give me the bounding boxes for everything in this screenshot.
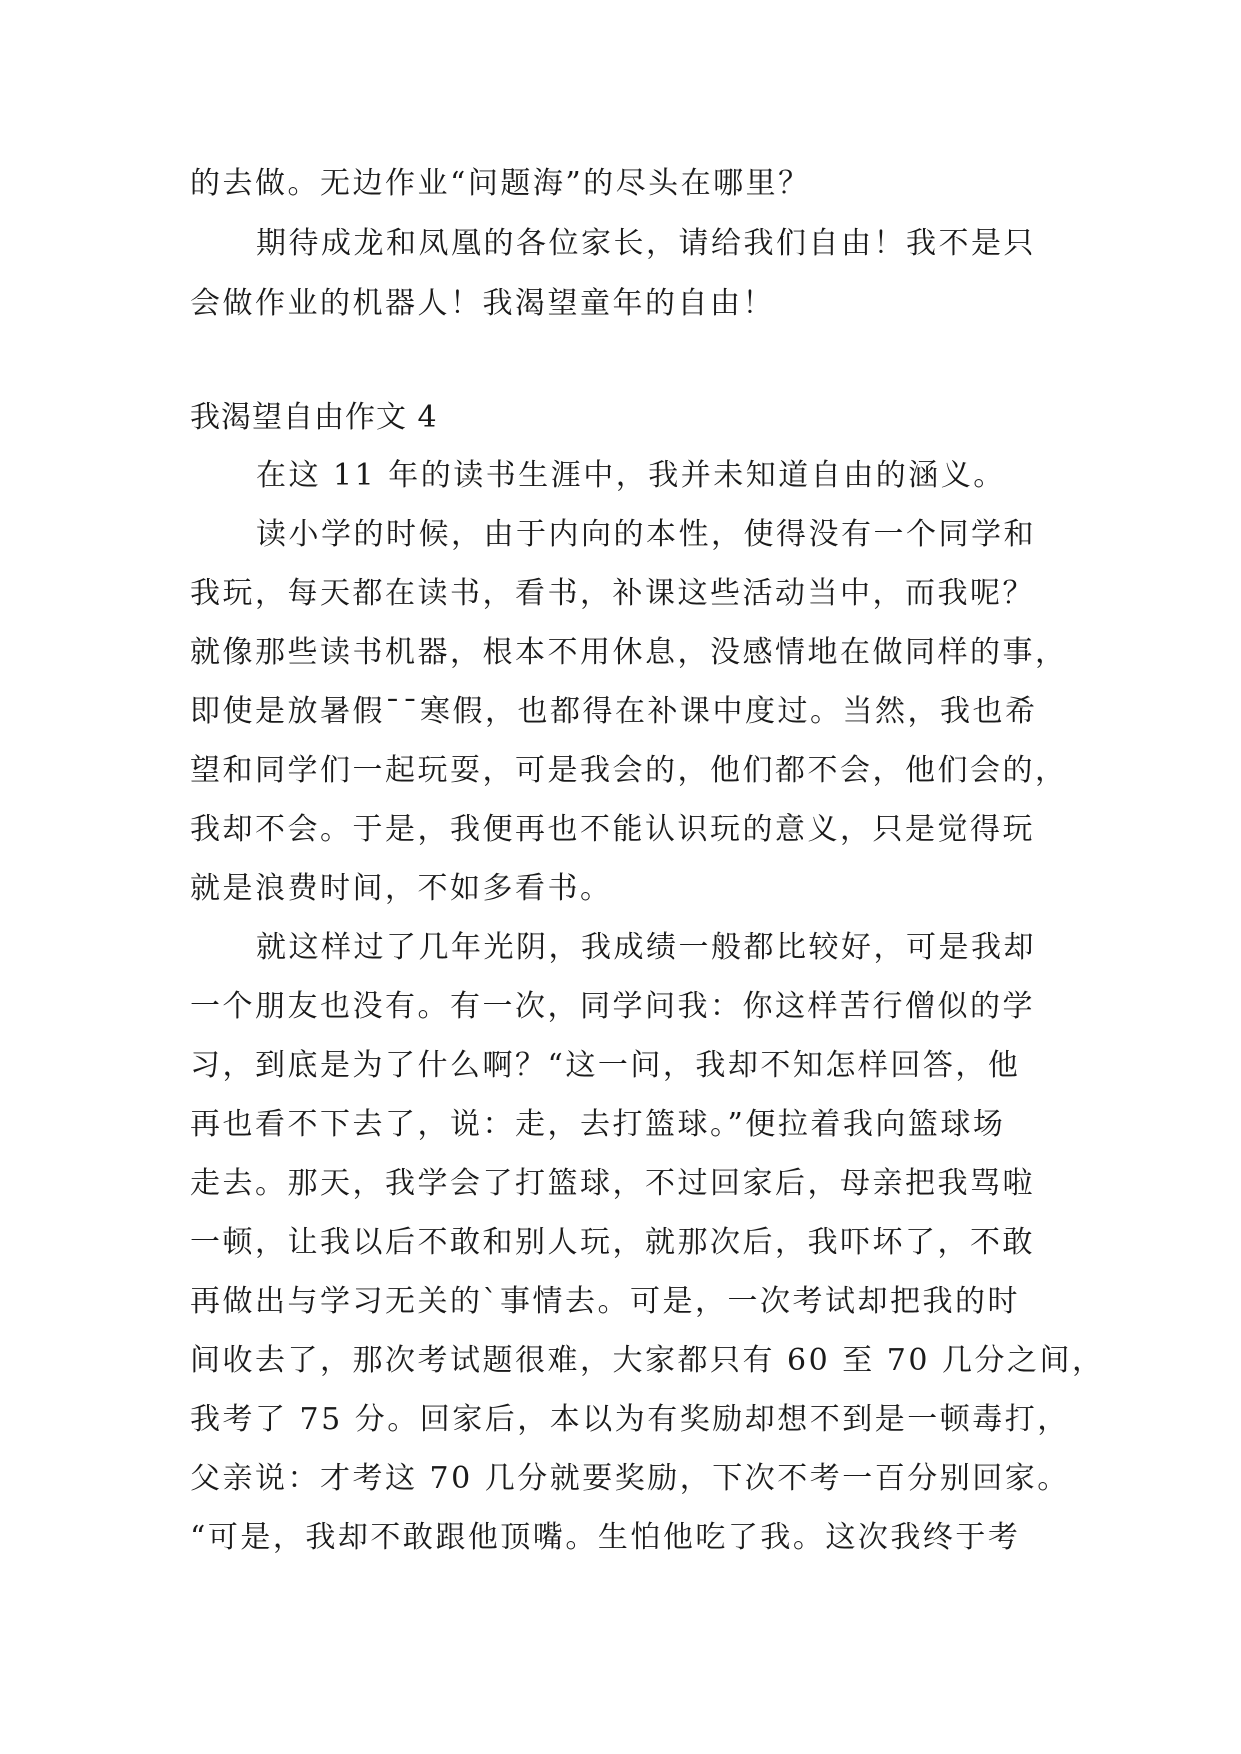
paragraph-line: 我玩，每天都在读书，看书，补课这些活动当中，而我呢？ [190, 576, 1035, 611]
paragraph-line: 望和同学们一起玩耍，可是我会的，他们都不会，他们会的， [190, 753, 1068, 788]
paragraph-line: 就这样过了几年光阴，我成绩一般都比较好，可是我却 [256, 930, 1036, 965]
paragraph-line: 父亲说：才考这 70 几分就要奖励，下次不考一百分别回家。 [190, 1461, 1070, 1496]
paragraph-line: 在这 11 年的读书生涯中，我并未知道自由的涵义。 [256, 458, 1006, 493]
paragraph-line: 就像那些读书机器，根本不用休息，没感情地在做同样的事， [190, 635, 1068, 670]
section-heading: 我渴望自由作文 4 [190, 400, 438, 435]
paragraph-line: 一顿，让我以后不敢和别人玩，就那次后，我吓坏了，不敢 [190, 1225, 1035, 1260]
paragraph-line: 间收去了，那次考试题很难，大家都只有 60 至 70 几分之间， [190, 1343, 1105, 1378]
paragraph-line: 就是浪费时间，不如多看书。 [190, 871, 613, 906]
paragraph-line: 即使是放暑假¯¯寒假，也都得在补课中度过。当然，我也希 [190, 694, 1038, 729]
paragraph-line: 我却不会。于是，我便再也不能认识玩的意义，只是觉得玩 [190, 812, 1035, 847]
paragraph-line: 期待成龙和凤凰的各位家长，请给我们自由！我不是只 [256, 226, 1036, 261]
paragraph-line: 会做作业的机器人！我渴望童年的自由！ [190, 286, 775, 321]
paragraph-line: 走去。那天，我学会了打篮球，不过回家后，母亲把我骂啦 [190, 1166, 1035, 1201]
paragraph-line: 读小学的时候，由于内向的本性，使得没有一个同学和 [256, 517, 1036, 552]
paragraph-line: 的去做。无边作业“问题海”的尽头在哪里？ [190, 166, 811, 201]
paragraph-line: 再也看不下去了，说：走，去打篮球。”便拉着我向篮球场 [190, 1107, 1006, 1142]
paragraph-line: 再做出与学习无关的`事情去。可是，一次考试却把我的时 [190, 1284, 1020, 1319]
paragraph-line: 一个朋友也没有。有一次，同学问我：你这样苦行僧似的学 [190, 989, 1035, 1024]
paragraph-line: 我考了 75 分。回家后，本以为有奖励却想不到是一顿毒打， [190, 1402, 1070, 1437]
paragraph-line: “可是，我却不敢跟他顶嘴。生怕他吃了我。这次我终于考 [190, 1520, 1021, 1555]
paragraph-line: 习，到底是为了什么啊？“这一问，我却不知怎样回答，他 [190, 1048, 1021, 1083]
